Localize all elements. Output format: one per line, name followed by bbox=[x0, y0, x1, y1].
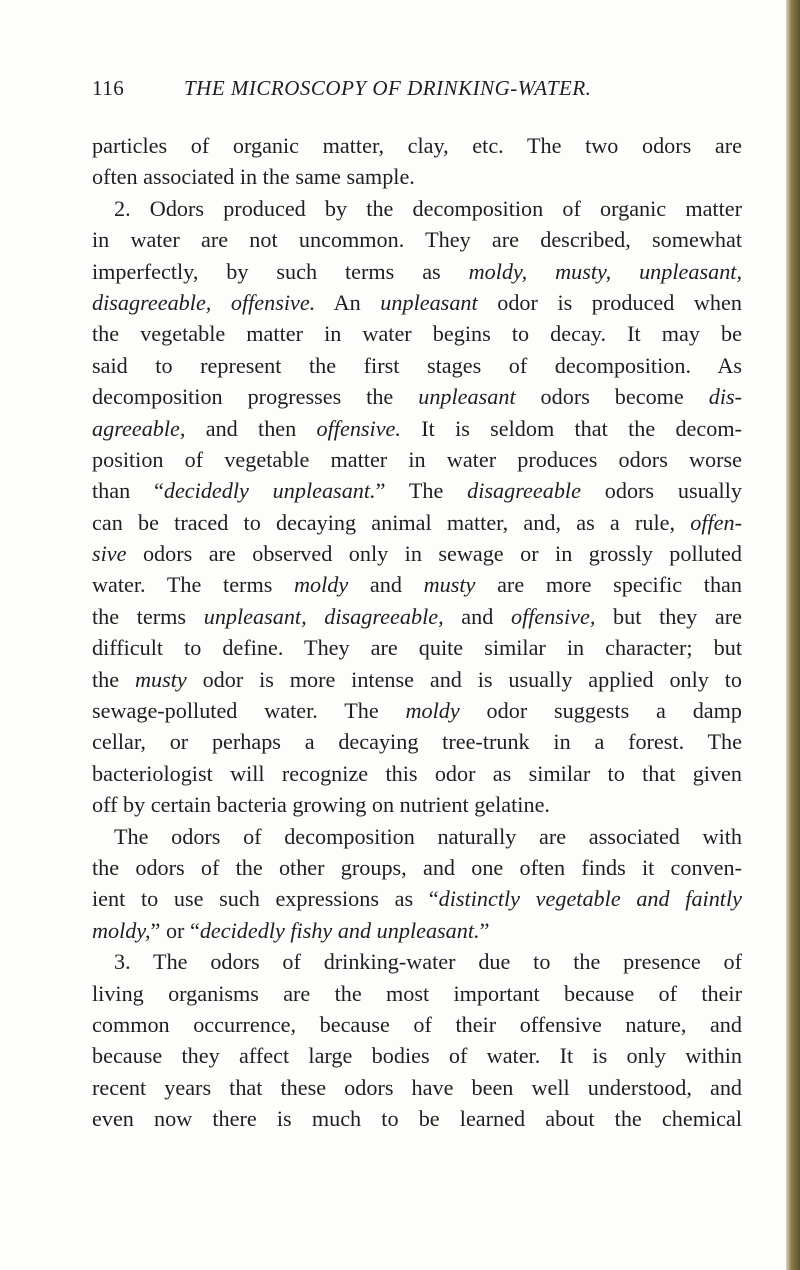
text-line: because they affect large bodies of water. It is only within bbox=[92, 1043, 742, 1069]
page-edge bbox=[786, 0, 800, 1270]
text-line: imperfectly, by such terms as moldy, musty, unpleasant, bbox=[92, 258, 742, 284]
text-line: position of vegetable matter in water produces odors worse bbox=[92, 446, 742, 472]
text-line: common occurrence, because of their offensive nature, and bbox=[92, 1011, 742, 1037]
text-line: the musty odor is more intense and is usually applied only to bbox=[92, 666, 742, 692]
text-line: living organisms are the most important because of their bbox=[92, 980, 742, 1006]
text-line: 3. The odors of drinking-water due to the presence of bbox=[114, 949, 742, 975]
text-line: than “decidedly unpleasant.” The disagreeable odors usually bbox=[92, 478, 742, 504]
text-line: bacteriologist will recognize this odor as similar to that given bbox=[92, 760, 742, 786]
text-line: said to represent the first stages of decomposition. As bbox=[92, 352, 742, 378]
text-line: moldy,” or “decidedly fishy and unpleasant.” bbox=[92, 917, 490, 943]
text-line: difficult to define. They are quite similar in character; but bbox=[92, 635, 742, 661]
running-title: THE MICROSCOPY OF DRINKING-WATER. bbox=[184, 76, 592, 100]
text-line: water. The terms moldy and musty are more specific than bbox=[92, 572, 742, 598]
text-line: 2. Odors produced by the decomposition of organic matter bbox=[114, 195, 742, 221]
text-line: can be traced to decaying animal matter, and, as a rule, offen- bbox=[92, 509, 742, 535]
text-line: particles of organic matter, clay, etc. The two odors are bbox=[92, 133, 742, 158]
text-line: the terms unpleasant, disagreeable, and offensive, but they are bbox=[92, 603, 743, 629]
text-line: off by certain bacteria growing on nutrient gelatine. bbox=[92, 792, 550, 818]
text-line: sive odors are observed only in sewage or in grossly polluted bbox=[92, 541, 742, 567]
text-line: often associated in the same sample. bbox=[92, 164, 415, 190]
text-line: the odors of the other groups, and one often finds it conven- bbox=[92, 854, 742, 880]
text-line: ient to use such expressions as “distinctly vegetable and faintly bbox=[92, 886, 742, 912]
text-line: disagreeable, offensive. An unpleasant odor is produced when bbox=[92, 289, 742, 315]
text-line: sewage-polluted water. The moldy odor suggests a damp bbox=[92, 698, 742, 724]
text-line: The odors of decomposition naturally are associated with bbox=[114, 823, 742, 849]
text-line: agreeable, and then offensive. It is seldom that the decom- bbox=[92, 415, 742, 441]
running-header bbox=[92, 76, 742, 101]
text-line: cellar, or perhaps a decaying tree-trunk in a forest. The bbox=[92, 729, 742, 755]
text-line: even now there is much to be learned about the chemical bbox=[92, 1106, 742, 1132]
page-body bbox=[92, 130, 742, 1135]
text-line: in water are not uncommon. They are described, somewhat bbox=[92, 227, 742, 253]
text-line: recent years that these odors have been well understood, and bbox=[92, 1074, 742, 1100]
page-number: 116 bbox=[92, 76, 125, 100]
text-line: decomposition progresses the unpleasant odors become dis- bbox=[92, 384, 742, 410]
text-line: the vegetable matter in water begins to decay. It may be bbox=[92, 321, 742, 347]
